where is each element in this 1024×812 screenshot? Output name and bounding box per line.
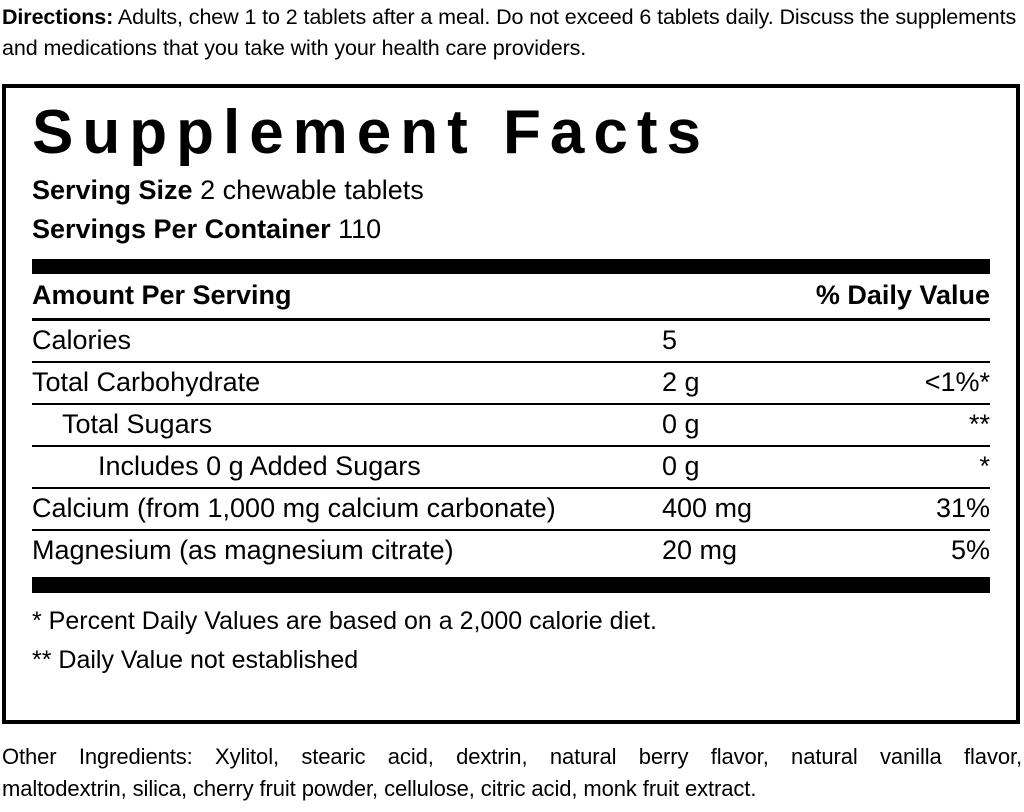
table-row <box>32 321 990 361</box>
supplement-facts-panel <box>2 84 1020 724</box>
table-row <box>32 447 990 487</box>
nutrient-dv: * <box>979 451 990 482</box>
serving-size-value: 2 chewable tablets <box>200 175 424 206</box>
footnote-not-established: ** Daily Value not established <box>32 646 359 675</box>
other-ingredients <box>2 741 1022 805</box>
nutrient-amount: 400 mg <box>662 493 753 524</box>
other-ingredients-line-2: maltodextrin, silica, cherry fruit powder, cellulose, citric acid, monk fruit extract. <box>2 775 757 801</box>
servings-per-container-line <box>32 210 990 249</box>
directions-text: Adults, chew 1 to 2 tablets after a meal. Do not exceed 6 tablets daily. Discuss the supplements and medications that you take with your health care providers. <box>2 5 1017 60</box>
nutrient-name: Total Sugars <box>62 409 213 440</box>
nutrient-amount: 0 g <box>662 451 700 482</box>
servings-per-container-label: Servings Per Container <box>32 214 331 245</box>
nutrient-dv: <1%* <box>924 367 990 398</box>
table-header-row <box>32 274 990 318</box>
nutrient-amount: 5 <box>662 325 678 356</box>
other-ingredients-line-1: Other Ingredients: Xylitol, stearic acid, dextrin, natural berry flavor, natural vanilla flavor, <box>2 744 1022 769</box>
nutrient-dv: 31% <box>935 493 990 524</box>
nutrient-amount: 2 g <box>662 367 700 398</box>
table-row <box>32 363 990 403</box>
footnotes <box>32 593 990 680</box>
table-row <box>32 489 990 529</box>
table-row <box>32 531 990 571</box>
amount-per-serving-header: Amount Per Serving <box>32 280 292 311</box>
nutrient-amount: 0 g <box>662 409 700 440</box>
nutrient-dv: ** <box>968 409 990 440</box>
nutrient-name: Includes 0 g Added Sugars <box>98 451 421 482</box>
table-row <box>32 405 990 445</box>
supplement-facts-title: Supplement Facts <box>32 98 710 167</box>
footnote-daily-value: * Percent Daily Values are based on a 2,000 calorie diet. <box>32 607 657 636</box>
serving-size-line <box>32 171 990 210</box>
nutrient-name: Calcium (from 1,000 mg calcium carbonate) <box>32 493 556 524</box>
daily-value-header: % Daily Value <box>815 280 990 311</box>
directions-label: Directions: <box>2 5 114 29</box>
nutrient-name: Calories <box>32 325 132 356</box>
divider-thick-top <box>32 259 990 274</box>
nutrient-name: Magnesium (as magnesium citrate) <box>32 535 454 566</box>
directions-paragraph <box>2 2 1022 63</box>
servings-per-container-value: 110 <box>338 214 382 245</box>
serving-size-label: Serving Size <box>32 175 193 206</box>
nutrient-name: Total Carbohydrate <box>32 367 261 398</box>
divider-thick-bottom <box>32 577 990 593</box>
nutrient-amount: 20 mg <box>662 535 738 566</box>
nutrient-dv: 5% <box>950 535 990 566</box>
